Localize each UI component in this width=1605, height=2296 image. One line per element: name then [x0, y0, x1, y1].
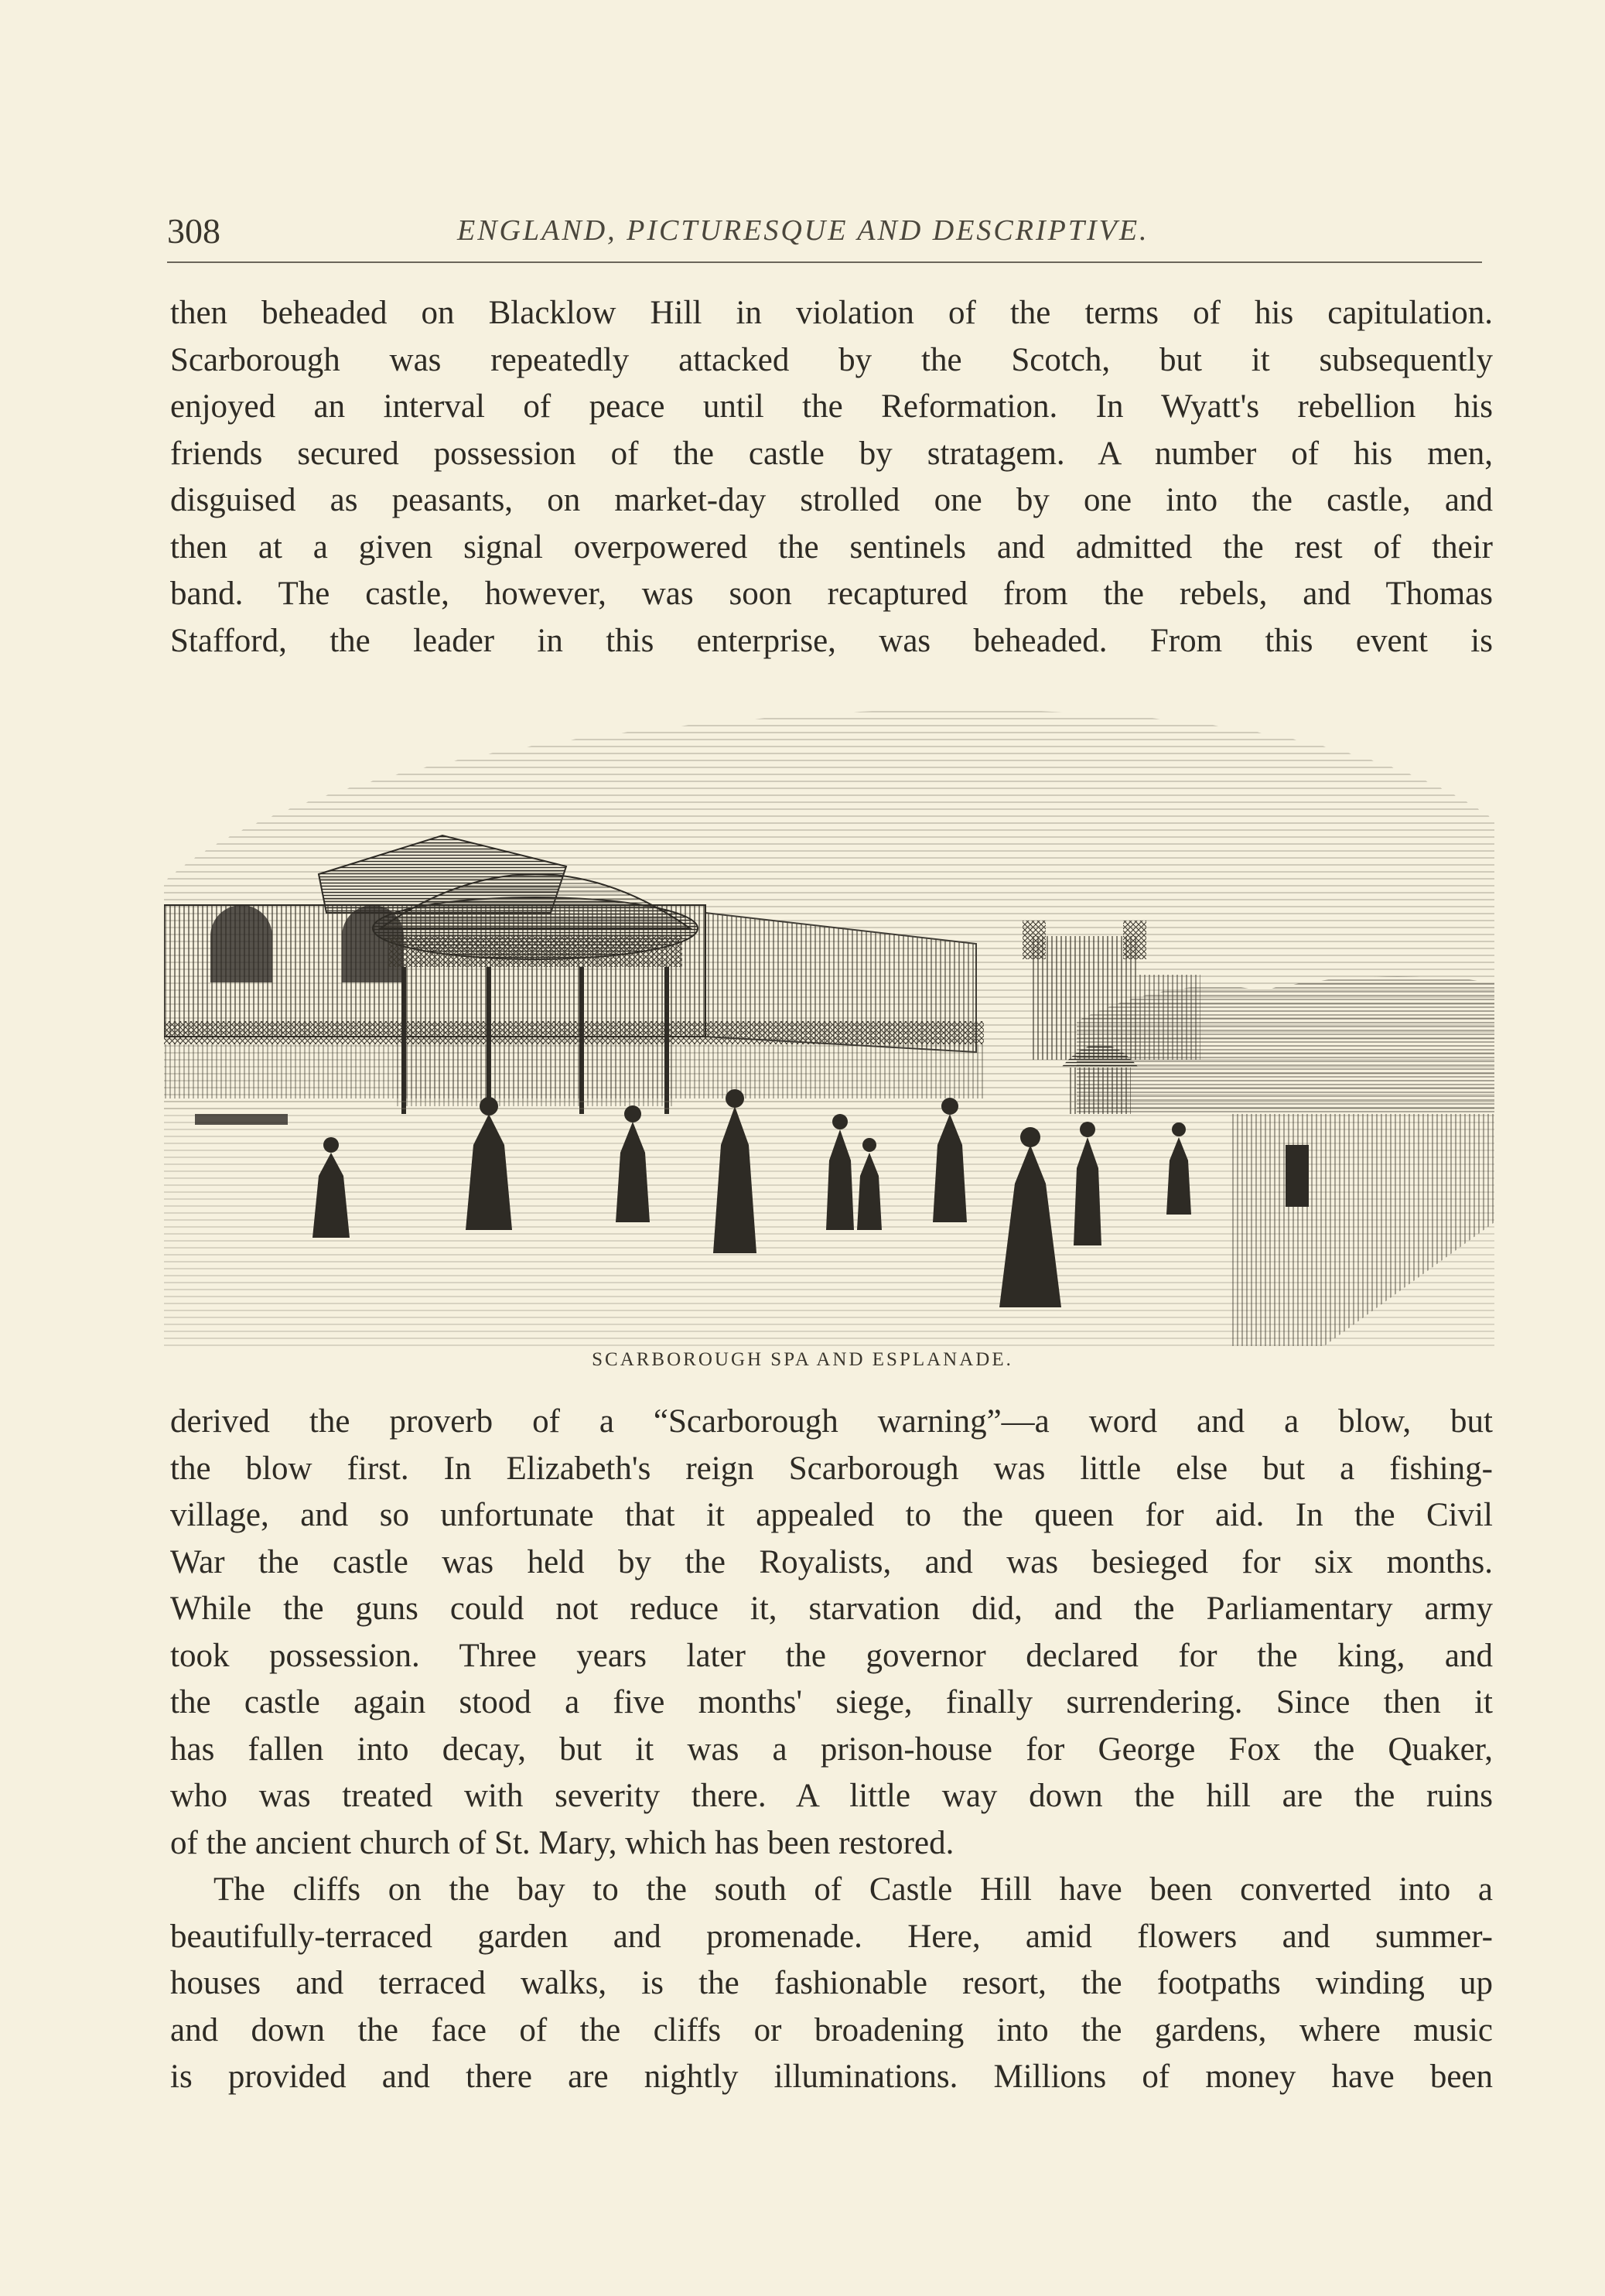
text-line: While the guns could not reduce it, starvation did, and the Parliamentary army [170, 1590, 1493, 1627]
text-line: War the castle was held by the Royalists, and was besieged for six months. [170, 1543, 1493, 1580]
page-number: 308 [167, 211, 220, 251]
text-line: and down the face of the cliffs or broadening into the gardens, where music [170, 2011, 1493, 2048]
text-line: The cliffs on the bay to the south of Castle Hill have been converted into a [213, 1871, 1493, 1908]
page-header [167, 203, 1482, 257]
text-line: is provided and there are nightly illuminations. Millions of money have been [170, 2059, 1493, 2095]
illustration-caption: SCARBOROUGH SPA AND ESPLANADE. [592, 1349, 1013, 1370]
scarborough-spa-engraving [164, 681, 1494, 1346]
text-line: houses and terraced walks, is the fashionable resort, the footpaths winding up [170, 1965, 1493, 2001]
text-line: Stafford, the leader in this enterprise, was beheaded. From this event is [170, 622, 1493, 659]
text-line: enjoyed an interval of peace until the Reformation. In Wyatt's rebellion his [170, 388, 1493, 425]
text-line: village, and so unfortunate that it appealed to the queen for aid. In the Civil [170, 1497, 1493, 1533]
text-line: then beheaded on Blacklow Hill in violation of the terms of his capitulation. [170, 295, 1493, 331]
text-line: derived the proverb of a “Scarborough warning”—a word and a blow, but [170, 1403, 1493, 1440]
paragraph-before-illustration [170, 290, 1493, 665]
text-line: the blow first. In Elizabeth's reign Scarborough was little else but a fishing- [170, 1450, 1493, 1487]
text-line: took possession. Three years later the governor declared for the king, and [170, 1637, 1493, 1674]
paragraph-after-illustration [170, 1399, 1493, 2101]
text-line: of the ancient church of St. Mary, which has been restored. [170, 1824, 954, 1861]
text-line: the castle again stood a five months' siege, finally surrendering. Since then it [170, 1684, 1493, 1720]
text-line: has fallen into decay, but it was a prison-house for George Fox the Quaker, [170, 1731, 1493, 1768]
bandstand-kiosk [373, 874, 698, 1114]
text-line: Scarborough was repeatedly attacked by the Scotch, but it subsequently [170, 341, 1493, 378]
bench [195, 1114, 288, 1125]
text-line: beautifully-terraced garden and promenade. Here, amid flowers and summer- [170, 1918, 1493, 1955]
text-line: who was treated with severity there. A little way down the hill are the ruins [170, 1778, 1493, 1814]
text-line: then at a given signal overpowered the sentinels and admitted the rest of their [170, 528, 1493, 565]
header-rule [167, 261, 1482, 263]
text-line: band. The castle, however, was soon recaptured from the rebels, and Thomas [170, 576, 1493, 612]
text-line: friends secured possession of the castle by stratagem. A number of his men, [170, 435, 1493, 472]
text-line: disguised as peasants, on market-day strolled one by one into the castle, and [170, 482, 1493, 518]
running-title: ENGLAND, PICTURESQUE AND DESCRIPTIVE. [457, 214, 1149, 247]
